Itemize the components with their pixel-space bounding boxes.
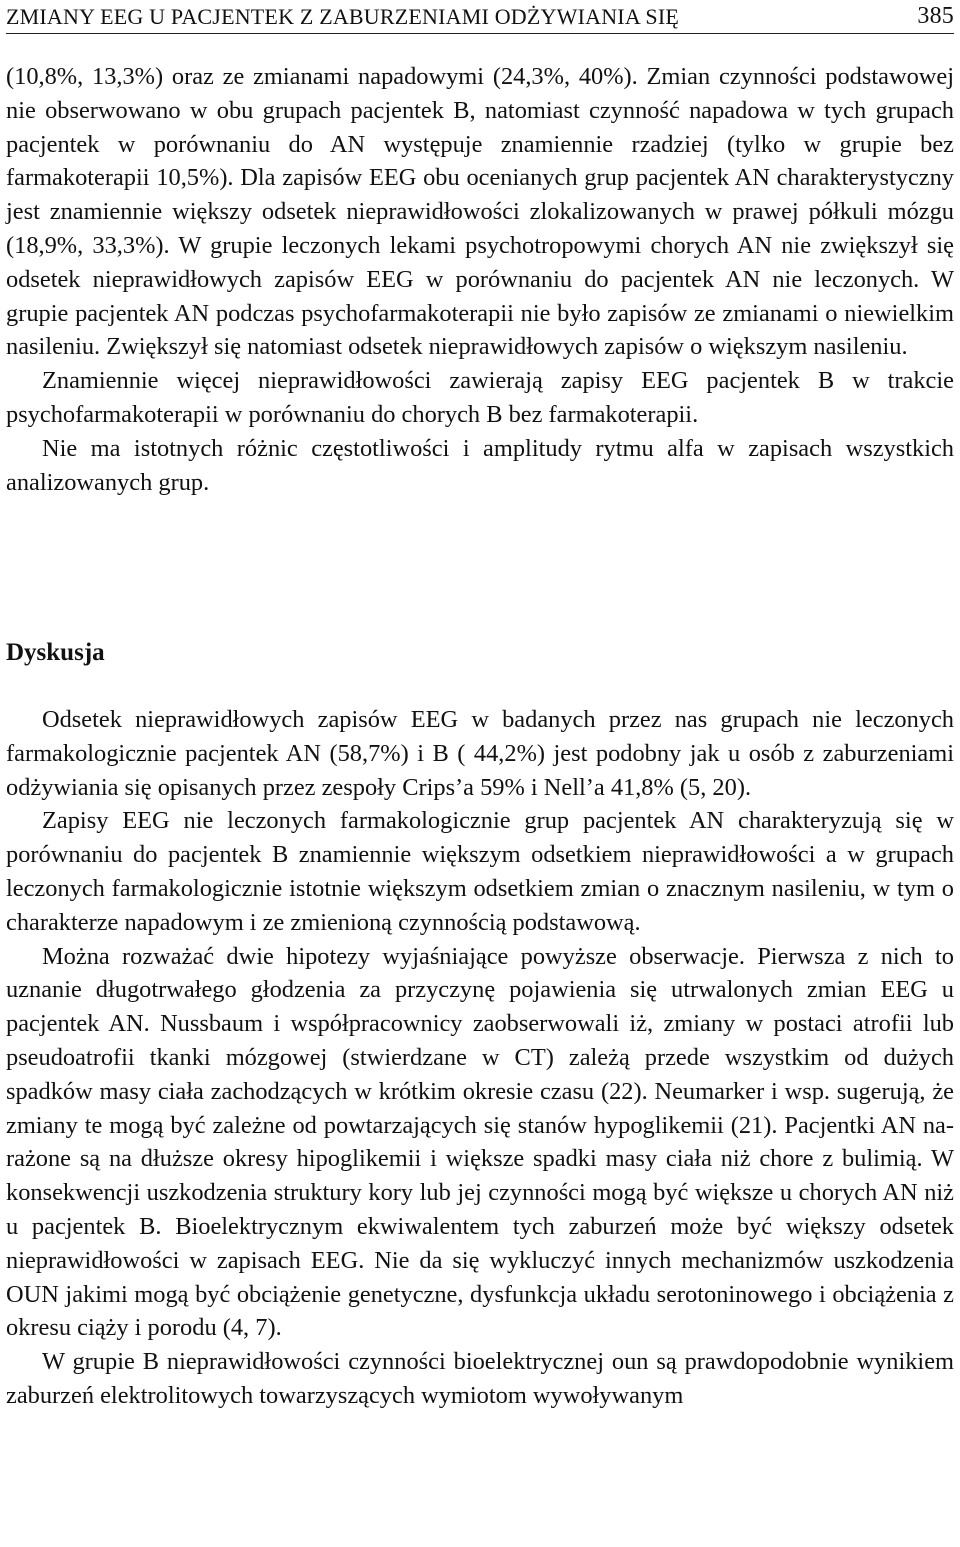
running-title: ZMIANY EEG U PACJENTEK Z ZABURZENIAMI ODŻYWIANIA SIĘ — [6, 4, 679, 29]
discussion-paragraph-1: Odsetek nieprawidłowych zapisów EEG w badanych przez nas grupach nie leczonych farmakologicznie pacjentek AN (58,7%) i B ( 44,2%) jest podobny jak u osób z zaburzeniami odżywiania się opisanych przez zespoły Crips’a 59% i Nell’a 41,8% (5, 20). — [6, 706, 954, 801]
results-paragraph-3: Nie ma istotnych różnic częstotliwości i amplitudy rytmu alfa w zapisach wszystkich analizowanych grup. — [6, 434, 954, 496]
results-paragraph-2: Znamiennie więcej nieprawidłowości zawierają zapisy EEG pacjentek B w trakcie psychofarmakoterapii w porównaniu do chorych B bez farmakoterapii. — [6, 367, 954, 428]
discussion-heading: Dyskusja — [6, 639, 105, 666]
discussion-paragraph-4: W grupie B nieprawidłowości czynności bioelektrycznej oun są prawdopodobnie wynikiem zaburzeń elektrolitowych towarzyszących wymiotom wywoływanym — [6, 1348, 954, 1409]
discussion-section — [6, 703, 954, 1413]
discussion-paragraph-2: Zapisy EEG nie leczonych farmakologicznie grup pacjentek AN charakteryzują się w porównaniu do pacjentek B znamiennie większym odsetkiem nieprawidłowości a w grupach leczonych farmakologicznie istotnie większym odsetkiem zmian o znacznym nasileniu, w tym o charakterze napadowym i ze zmienioną czynnością podstawową. — [6, 807, 954, 936]
results-section — [6, 60, 954, 499]
results-paragraph-1: (10,8%, 13,3%) oraz ze zmianami napadowymi (24,3%, 40%). Zmian czynności podstawowej nie obserwowano w obu grupach pacjentek B, natomiast czynność napadowa w tych grupach pacjentek w porównaniu do AN występuje znamiennie rzadziej (tylko w grupie bez farmakoterapii 10,5%). Dla zapisów EEG obu ocenianych grup pacjentek AN charakterystyczny jest znamiennie większy odsetek nieprawidłowości zlokalizowanych w prawej półkuli mózgu (18,9%, 33,3%). W grupie leczonych lekami psychotropowymi chorych AN nie zwiększył się odsetek nieprawidłowych zapisów EEG w porównaniu do pacjentek AN nie leczonych. W grupie pacjentek AN podczas psychofarmakoterapii nie było zapisów ze zmianami o niewielkim nasileniu. Zwiększył się natomiast odsetek nieprawidłowych zapisów o większym nasileniu. — [6, 63, 954, 361]
running-header — [6, 0, 954, 34]
page-number: 385 — [917, 3, 954, 29]
discussion-paragraph-3: Można rozważać dwie hipotezy wyjaśniające powyższe obserwacje. Pierwsza z nich to uznanie długotrwałego głodzenia za przyczynę pojawienia się utrwalonych zmian EEG u pacjentek AN. Nussbaum i współpracownicy zaobserwowali iż, zmiany w postaci atrofii lub pseudoatrofii tkanki mózgowej (stwierdzane w CT) zależą przede wszystkim od dużych spadków masy ciała zachodzących w krótkim okresie czasu (22). Neumarker i wsp. sugerują, że zmiany te mogą być zależne od powtarzających się stanów hypoglikemii (21). Pacjentki AN narażone są na dłuższe okresy hipoglikemii i większe spadki masy ciała niż chore z bulimią. W konsekwencji uszkodzenia struktury kory lub jej czynności mogą być większe u chorych AN niż u pacjentek B. Bioelektrycznym ekwiwalentem tych zaburzeń może być większy odsetek nieprawidłowości w zapisach EEG. Nie da się wykluczyć innych mechanizmów uszkodzenia OUN jakimi mogą być obciążenie genetyczne, dysfunkcja układu serotoninowego i obciążenia z okresu ciąży i porodu (4, 7). — [6, 942, 954, 1342]
